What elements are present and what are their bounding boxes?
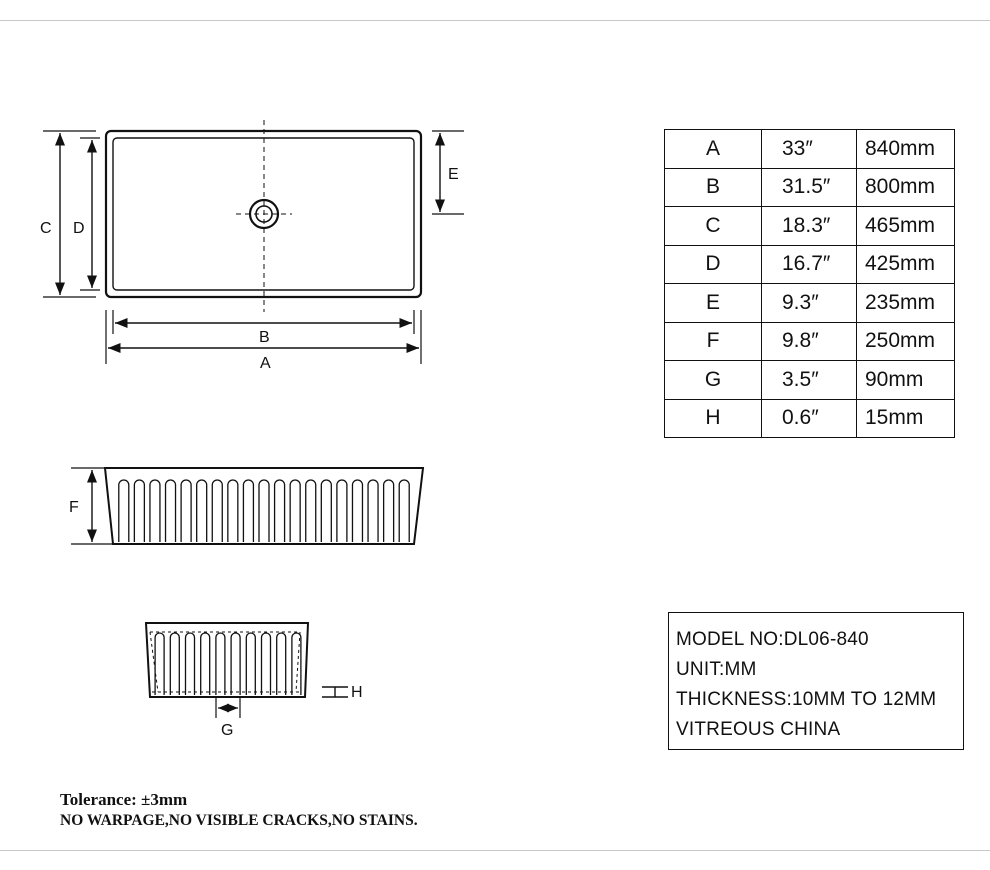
label-d: D: [73, 220, 85, 237]
dimension-row: [665, 361, 955, 400]
dimension-inch: 18.3″: [762, 207, 857, 246]
dimension-row: [665, 207, 955, 246]
dimension-inch: 9.8″: [762, 322, 857, 361]
flute: [186, 633, 195, 695]
dimension-row: [665, 130, 955, 169]
flute: [384, 480, 394, 542]
dimension-mm: 465mm: [857, 207, 955, 246]
flute: [166, 480, 176, 542]
flute: [228, 480, 238, 542]
dimension-row: [665, 168, 955, 207]
flute: [352, 480, 362, 542]
dimension-mm: 840mm: [857, 130, 955, 169]
spec-box: [668, 612, 964, 750]
dimension-mm: 800mm: [857, 168, 955, 207]
thickness: THICKNESS:10MM TO 12MM: [676, 689, 937, 710]
label-b: B: [259, 329, 270, 346]
flute: [262, 633, 271, 695]
flute: [155, 633, 164, 695]
flute: [399, 480, 409, 542]
dimension-mm: 235mm: [857, 284, 955, 323]
apron-flutes: [119, 480, 409, 542]
model-number: MODEL NO:DL06-840: [676, 629, 869, 650]
side-flutes: [155, 633, 301, 695]
flute: [134, 480, 144, 542]
dimension-key: C: [665, 207, 762, 246]
flute: [243, 480, 253, 542]
label-f: F: [69, 499, 79, 516]
dimension-key: G: [665, 361, 762, 400]
side-view: [146, 623, 348, 718]
dimension-mm: 15mm: [857, 399, 955, 438]
flute: [150, 480, 160, 542]
dimension-inch: 16.7″: [762, 245, 857, 284]
flute: [181, 480, 191, 542]
defects-note: NO WARPAGE,NO VISIBLE CRACKS,NO STAINS.: [60, 812, 418, 829]
dimension-key: F: [665, 322, 762, 361]
flute: [306, 480, 316, 542]
dimension-key: A: [665, 130, 762, 169]
flute: [277, 633, 286, 695]
dimension-row: [665, 399, 955, 438]
dimension-key: H: [665, 399, 762, 438]
flute: [119, 480, 129, 542]
dimension-mm: 90mm: [857, 361, 955, 400]
flute: [368, 480, 378, 542]
flute: [275, 480, 285, 542]
flute: [216, 633, 225, 695]
flute: [259, 480, 269, 542]
dimension-inch: 31.5″: [762, 168, 857, 207]
dimension-mm: 250mm: [857, 322, 955, 361]
notes: [60, 790, 418, 832]
flute: [231, 633, 240, 695]
flute: [170, 633, 179, 695]
dimension-row: [665, 284, 955, 323]
flute: [197, 480, 207, 542]
flute: [246, 633, 255, 695]
dimension-row: [665, 322, 955, 361]
dimension-inch: 33″: [762, 130, 857, 169]
label-e: E: [448, 166, 459, 183]
label-g: G: [221, 722, 234, 739]
dimension-inch: 3.5″: [762, 361, 857, 400]
dimension-inch: 9.3″: [762, 284, 857, 323]
unit: UNIT:MM: [676, 659, 757, 680]
dimension-key: B: [665, 168, 762, 207]
flute: [292, 633, 301, 695]
dimension-row: [665, 245, 955, 284]
label-h: H: [351, 684, 363, 701]
dimension-key: E: [665, 284, 762, 323]
flute: [201, 633, 210, 695]
material: VITREOUS CHINA: [676, 719, 841, 740]
flute: [212, 480, 222, 542]
label-c: C: [40, 220, 52, 237]
dimensions-table: [664, 129, 955, 438]
flute: [337, 480, 347, 542]
flute: [290, 480, 300, 542]
tolerance-note: Tolerance: ±3mm: [60, 790, 188, 809]
top-view: [43, 120, 464, 364]
dimension-mm: 425mm: [857, 245, 955, 284]
flute: [321, 480, 331, 542]
dimension-key: D: [665, 245, 762, 284]
front-view: [71, 468, 423, 544]
label-a: A: [260, 355, 271, 372]
dimension-inch: 0.6″: [762, 399, 857, 438]
